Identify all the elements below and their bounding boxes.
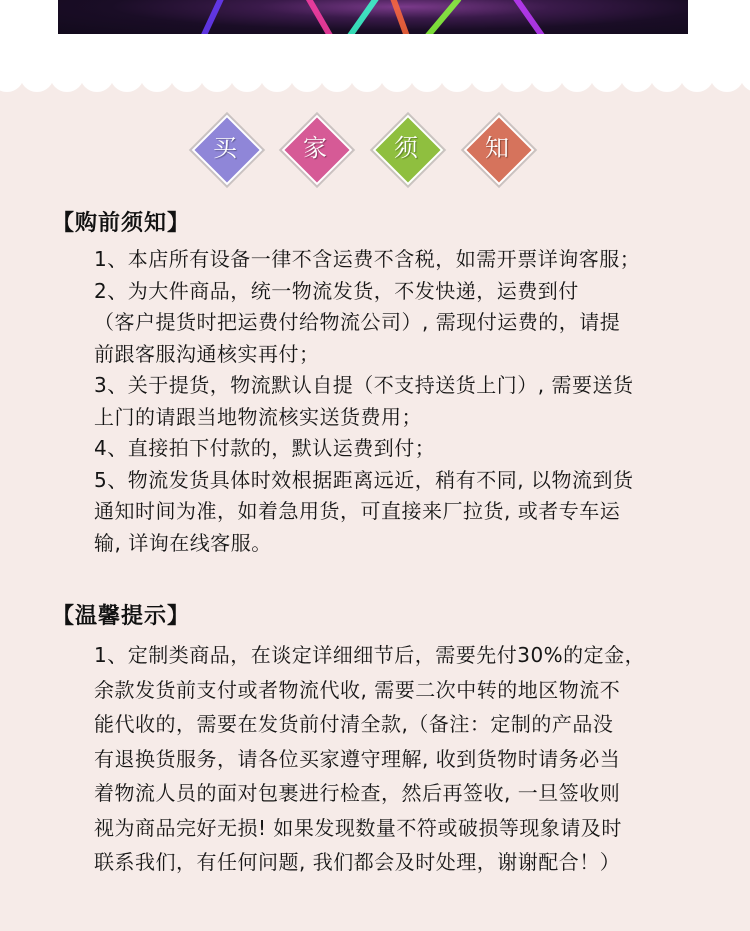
text-line: 上门的请跟当地物流核实送货费用；: [94, 404, 422, 429]
pre-purchase-notice-title: 【购前须知】: [52, 211, 191, 236]
buyer-notice-badges: [0, 116, 750, 186]
text-line: 有退换货服务，请各位买家遵守理解, 收到货物时请务必当: [94, 746, 621, 771]
light-ray: [419, 0, 462, 34]
badge-char: 知: [485, 134, 509, 162]
text-line: 能代收的，需要在发货前付清全款,（备注：定制的产品没: [94, 712, 614, 736]
pre-purchase-notice-text: [94, 244, 714, 559]
badge-home: [283, 116, 347, 180]
badge-char: 买: [213, 134, 237, 162]
light-ray: [511, 0, 550, 34]
text-line: 1、定制类商品，在谈定详细细节后，需要先付30%的定金，: [94, 643, 646, 667]
warm-tips-text: [94, 638, 714, 880]
light-ray: [388, 0, 414, 34]
badge-char: 家: [303, 134, 327, 162]
warm-tips-title: 【温馨提示】: [52, 604, 191, 629]
light-ray: [196, 0, 227, 34]
badge-know: [465, 116, 529, 180]
text-line: 4、直接拍下付款的，默认运费到付；: [94, 436, 436, 460]
badge-char: 须: [394, 134, 418, 162]
text-line: 输, 详询在线客服。: [94, 530, 272, 555]
text-line: 3、关于提货，物流默认自提（不支持送货上门）, 需要送货: [94, 373, 634, 397]
scalloped-edge: [0, 58, 750, 94]
product-banner-image: [58, 0, 688, 34]
light-ray: [341, 0, 380, 34]
badge-must: [374, 116, 438, 180]
text-line: 通知时间为准，如着急用货，可直接来厂拉货, 或者专车运: [94, 499, 621, 523]
text-line: 着物流人员的面对包裹进行检查，然后再签收, 一旦签收则: [94, 781, 621, 805]
light-ray: [303, 0, 338, 34]
text-line: 余款发货前支付或者物流代收, 需要二次中转的地区物流不: [94, 677, 621, 702]
text-line: 5、物流发货具体时效根据距离远近，稍有不同, 以物流到货: [94, 467, 634, 492]
text-line: 2、为大件商品，统一物流发货，不发快递，运费到付: [94, 278, 579, 303]
text-line: 视为商品完好无损! 如果发现数量不符或破损等现象请及时: [94, 815, 622, 840]
text-line: 联系我们，有任何问题, 我们都会及时处理，谢谢配合！）: [94, 850, 621, 874]
text-line: 1、本店所有设备一律不含运费不含税，如需开票详询客服；: [94, 247, 641, 271]
text-line: 前跟客服沟通核实再付；: [94, 341, 320, 366]
text-line: （客户提货时把运费付给物流公司）, 需现付运费的，请提: [94, 310, 621, 334]
badge-buy: [193, 116, 257, 180]
